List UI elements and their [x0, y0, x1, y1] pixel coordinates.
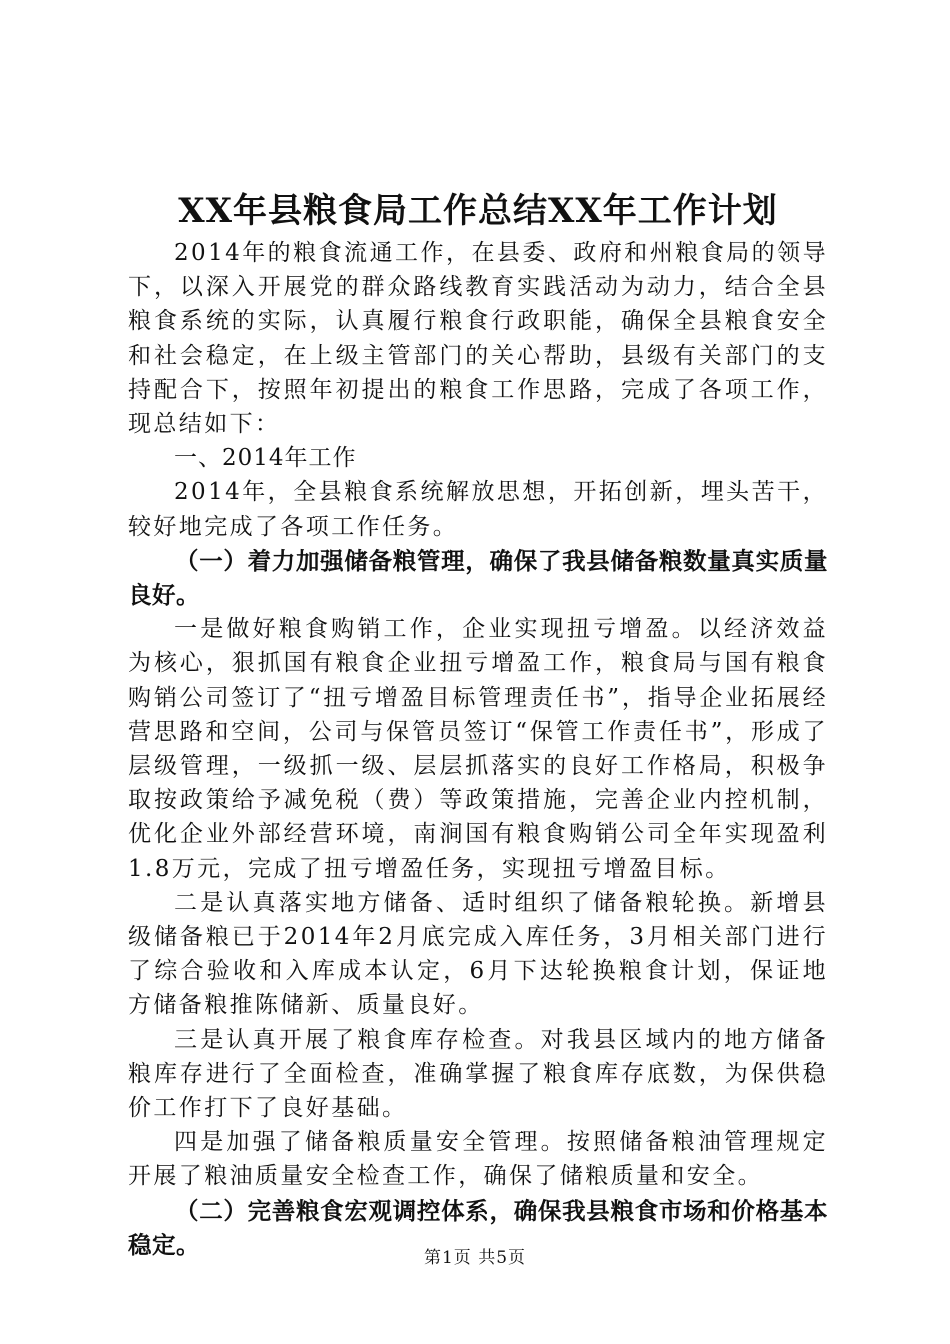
page-footer: 第1页 共5页 — [423, 1248, 527, 1268]
body-paragraph: 一是做好粮食购销工作，企业实现扭亏增盈。以经济效益为核心，狠抓国有粮食企业扭亏增盈工作，粮食局与国有粮食购销公司签订了“扭亏增盈目标管理责任书”，指导企业拓展经营思路和空间，公司与保管员签订“保管工作责任书”，形成了层级管理，一级抓一级、层层抓落实的良好工作格局，积极争取按政策给予减免税（费）等政策措施，完善企业内控机制，优化企业外部经营环境，南涧国有粮食购销公司全年实现盈利1.8万元，完成了扭亏增盈任务，实现扭亏增盈目标。 — [128, 616, 828, 882]
intro-paragraph: 2014年的粮食流通工作，在县委、政府和州粮食局的领导下，以深入开展党的群众路线教育实践活动为动力，结合全县粮食系统的实际，认真履行粮食行政职能，确保全县粮食安全和社会稳定，在上级主管部门的关心帮助，县级有关部门的支持配合下，按照年初提出的粮食工作思路，完成了各项工作，现总结如下： — [128, 240, 828, 438]
subsection-heading: （一）着力加强储备粮管理，确保了我县储备粮数量真实质量良好。 — [128, 546, 828, 610]
body-paragraph: 二是认真落实地方储备、适时组织了储备粮轮换。新增县级储备粮已于2014年2月底完成入库任务，3月相关部门进行了综合验收和入库成本认定，6月下达轮换粮食计划，保证地方储备粮推陈储新、质量良好。 — [128, 889, 828, 1019]
document-page — [128, 186, 828, 1262]
document-body — [128, 236, 828, 1262]
subsection-heading: （二）完善粮食宏观调控体系，确保我县粮食市场和价格基本稳定。 — [128, 1196, 828, 1259]
body-paragraph: 四是加强了储备粮质量安全管理。按照储备粮油管理规定开展了粮油质量安全检查工作，确保了储粮质量和安全。 — [128, 1129, 828, 1190]
section-heading: 一、2014年工作 — [174, 445, 357, 472]
section-summary-paragraph: 2014年，全县粮食系统解放思想，开拓创新，埋头苦干，较好地完成了各项工作任务。 — [128, 479, 828, 540]
body-paragraph: 三是认真开展了粮食库存检查。对我县区域内的地方储备粮库存进行了全面检查，准确掌握了粮食库存底数，为保供稳价工作打下了良好基础。 — [128, 1026, 828, 1122]
document-title: XX年县粮食局工作总结XX年工作计划 — [178, 191, 778, 231]
